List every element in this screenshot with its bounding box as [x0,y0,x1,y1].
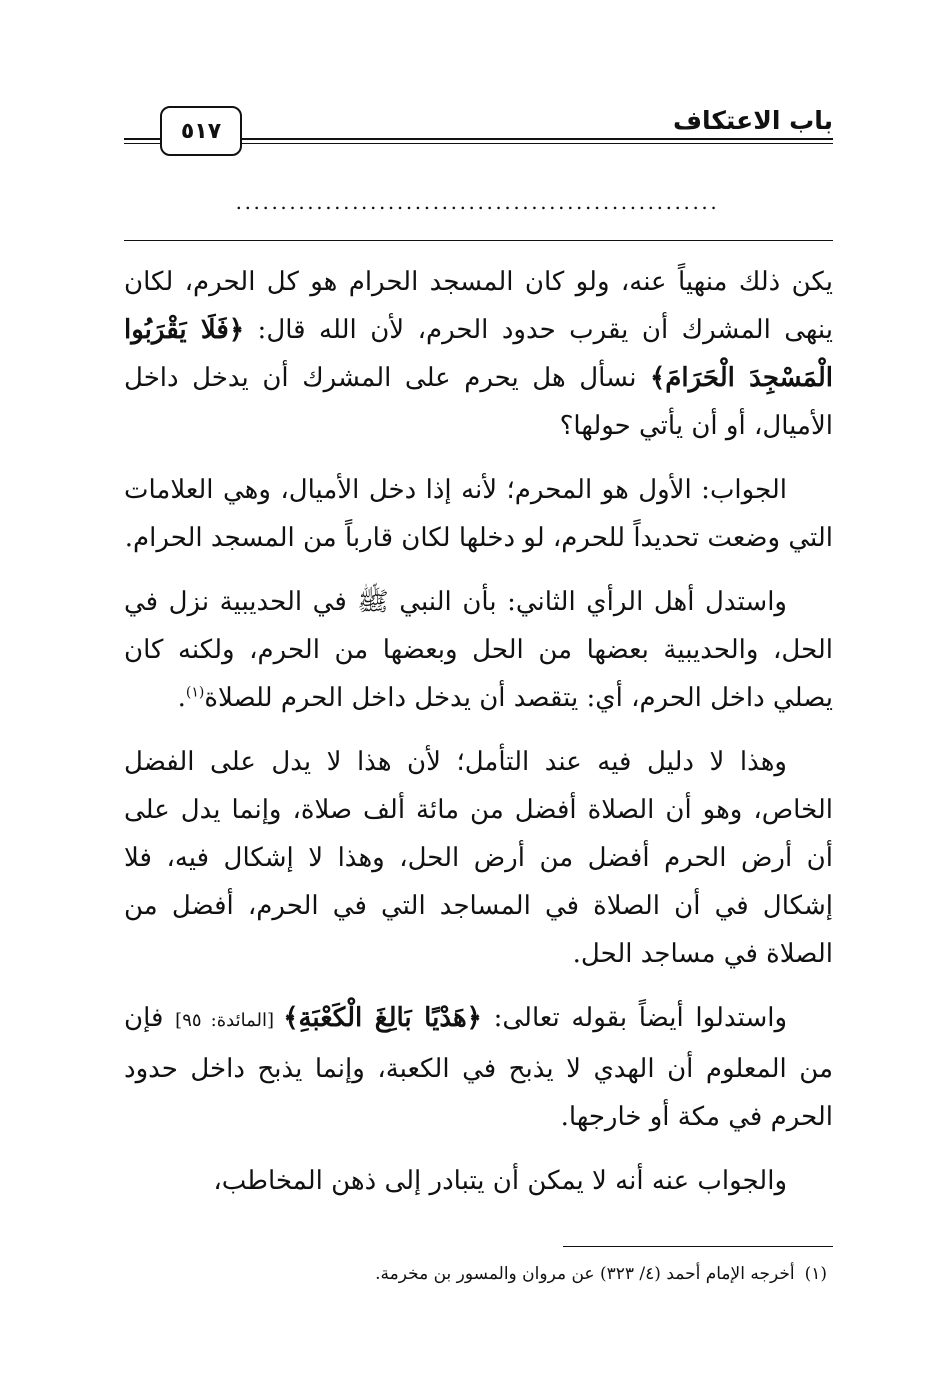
quran-verse-1: ﴿فَلَا يَقْرَبُوا الْمَسْجِدَ الْحَرَامَ﴾ [124,315,833,393]
page-header [124,102,833,162]
quran-verse-2: ﴿هَدْيًا بَالِغَ الْكَعْبَةِ﴾ [283,1003,482,1033]
paragraph-3-text: واستدل أهل الرأي الثاني: بأن النبي ﷺ في الحديبية نزل في الحل، والحديبية بعضها من الحل وبعضها من الحرم، ولكنه كان يصلي داخل الحرم، أي: يتقصد أن يدخل داخل الحرم للصلاة [124,587,833,713]
page-number: ٥١٧ [160,106,242,156]
footnote-text: أخرجه الإمام أحمد (٤/ ٣٢٣) عن مروان والمسور بن مخرمة. [375,1264,795,1284]
paragraph-1-text-start: يكن ذلك منهياً عنه، ولو كان المسجد الحرام هو كل الحرم، لكان ينهى المشرك أن يقرب حدود الحرم، لأن الله قال: [124,267,834,345]
paragraph-1 [124,258,833,450]
footnote [124,1260,827,1288]
footnote-rule [563,1246,833,1247]
chapter-title: باب الاعتكاف [665,106,833,135]
dotted-separator: ...................................................... [235,190,720,214]
paragraph-6: والجواب عنه أنه لا يمكن أن يتبادر إلى ذهن المخاطب، [213,1166,787,1196]
footnote-number: (١) [804,1264,827,1284]
paragraph-5-text-start: واستدلوا أيضاً بقوله تعالى: [481,1003,788,1033]
main-text [124,258,833,1221]
paragraph-5-text-end: فإن من المعلوم أن الهدي لا يذبح في الكعبة، وإنما يذبح داخل حدود الحرم في مكة أو خارجها. [124,1003,833,1132]
footnote-marker[interactable]: (١) [185,684,205,701]
paragraph-3-end: . [177,683,186,713]
paragraph-1-text-end: نسأل هل يحرم على المشرك أن يدخل داخل الأميال، أو أن يأتي حولها؟ [124,363,833,441]
paragraph-2: الجواب: الأول هو المحرم؛ لأنه إذا دخل الأميال، وهي العلامات التي وضعت تحديداً للحرم، لو دخلها لكان قارباً من المسجد الحرام. [124,475,833,553]
top-rule [124,240,833,241]
paragraph-5 [124,994,833,1141]
paragraph-3 [124,578,833,722]
verse-reference: [المائدة: ٩٥] [175,1010,284,1031]
paragraph-4: وهذا لا دليل فيه عند التأمل؛ لأن هذا لا يدل على الفضل الخاص، وهو أن الصلاة أفضل من مائة ألف صلاة، وإنما يدل على أن أرض الحرم أفضل من أرض الحل، وهذا لا إشكال فيه، فلا إشكال في أن الصلاة في المساجد التي في الحرم، أفضل من الصلاة في مساجد الحل. [124,747,833,969]
